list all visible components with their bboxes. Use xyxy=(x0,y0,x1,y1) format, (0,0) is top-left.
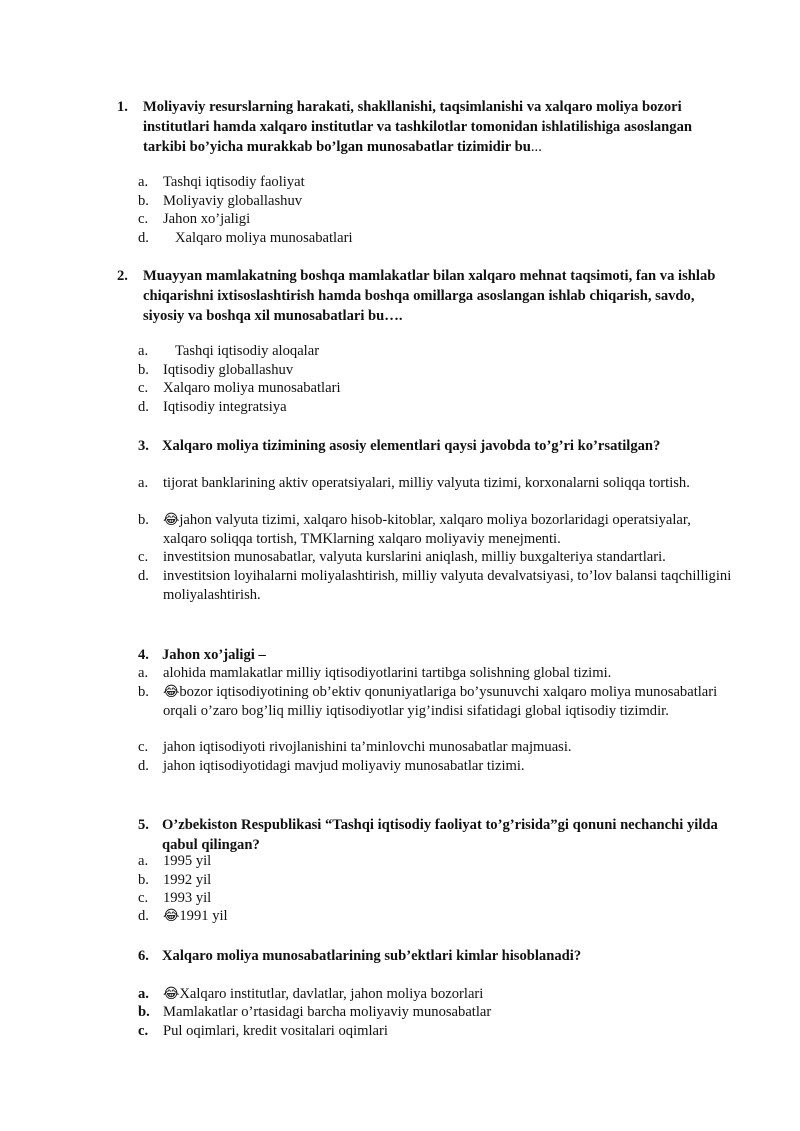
option-text: jahon iqtisodiyoti rivojlanishini ta’minlovchi munosabatlar majmuasi. xyxy=(163,739,572,755)
question-5 xyxy=(138,815,738,855)
option-text: 1993 yil xyxy=(163,890,212,906)
question-number: 1. xyxy=(117,99,128,115)
question-6 xyxy=(138,946,738,966)
option-text: tijorat banklarining aktiv operatsiyalari, milliy valyuta tizimi, korxonalarni soliqqa tortish. xyxy=(163,475,690,491)
question-text: Xalqaro moliya munosabatlarining sub’ektlari kimlar hisoblanadi? xyxy=(162,948,582,964)
option-2d[interactable] xyxy=(138,398,738,417)
option-text: Xalqaro institutlar, davlatlar, jahon moliya bozorlari xyxy=(179,986,484,1002)
option-4d[interactable] xyxy=(138,757,738,776)
option-1b[interactable] xyxy=(138,192,738,211)
option-2b[interactable] xyxy=(138,361,738,380)
option-letter: d. xyxy=(138,230,149,246)
option-letter: c. xyxy=(138,739,149,755)
question-3 xyxy=(138,436,738,456)
option-4b[interactable] xyxy=(138,683,738,720)
option-6c[interactable] xyxy=(138,1022,738,1041)
question-number: 5. xyxy=(138,817,149,833)
option-letter: a. xyxy=(138,475,149,491)
option-letter: a. xyxy=(138,853,149,869)
question-number: 4. xyxy=(138,647,149,663)
question-text: O’zbekiston Respublikasi “Tashqi iqtisodiy faoliyat to’g’risida”gi qonuni nechanchi yilda qabul qilingan? xyxy=(162,817,718,853)
question-number: 6. xyxy=(138,948,149,964)
option-letter: c. xyxy=(138,211,149,227)
option-3d[interactable] xyxy=(138,567,738,604)
option-text: jahon iqtisodiyotidagi mavjud moliyaviy munosabatlar tizimi. xyxy=(163,758,525,774)
option-letter: d. xyxy=(138,908,149,924)
option-text: jahon valyuta tizimi, xalqaro hisob-kitoblar, xalqaro moliya bozorlaridagi operatsiyalar, xalqaro soliqqa tortish, TMKlarning xalqaro moliyaviy menejmenti. xyxy=(163,512,691,547)
option-text: bozor iqtisodiyotining ob’ektiv qonuniyatlariga bo’ysunuvchi xalqaro moliya munosabatlari orqali o’zaro bog’liq milliy iqtisodiyotlar yig’indisi sifatidagi global iqtisodiy tizimdir. xyxy=(163,684,718,719)
option-text: Iqtisodiy integratsiya xyxy=(163,399,287,415)
option-letter: a. xyxy=(138,665,149,681)
option-text: Mamlakatlar o’rtasidagi barcha moliyaviy munosabatlar xyxy=(163,1004,492,1020)
question-text: Muayyan mamlakatning boshqa mamlakatlar bilan xalqaro mehnat taqsimoti, fan va ishlab chiqarishni ixtisoslashtirish hamda boshqa omillarga asoslangan ishlab chiqarish, savdo, siyosiy va boshqa xil munosabatlari bu…. xyxy=(143,268,716,324)
option-letter: a. xyxy=(138,343,149,359)
option-2a[interactable] xyxy=(138,342,738,361)
option-3a[interactable] xyxy=(138,474,738,493)
option-letter: c. xyxy=(138,380,149,396)
option-text: 1991 yil xyxy=(179,908,228,924)
option-letter: d. xyxy=(138,568,149,584)
option-letter: b. xyxy=(138,872,149,888)
option-5b[interactable] xyxy=(138,871,738,890)
option-letter: b. xyxy=(138,193,149,209)
option-letter: d. xyxy=(138,399,149,415)
question-suffix: ... xyxy=(530,139,542,155)
option-3c[interactable] xyxy=(138,548,738,567)
option-text: Pul oqimlari, kredit vositalari oqimlari xyxy=(163,1023,388,1039)
option-letter: c. xyxy=(138,1023,149,1039)
option-6a[interactable] xyxy=(138,985,738,1004)
option-text: Xalqaro moliya munosabatlari xyxy=(175,230,353,246)
option-text: Xalqaro moliya munosabatlari xyxy=(163,380,341,396)
option-letter: b. xyxy=(138,1004,150,1020)
question-text: Jahon xo’jaligi – xyxy=(162,647,266,663)
face-with-tears-of-joy-icon: 😂 xyxy=(163,986,180,1002)
question-4 xyxy=(138,645,738,665)
option-5d[interactable] xyxy=(138,907,738,926)
option-text: alohida mamlakatlar milliy iqtisodiyotlarini tartibga solishning global tizimi. xyxy=(163,665,612,681)
option-text: Jahon xo’jaligi xyxy=(163,211,251,227)
question-number: 2. xyxy=(117,268,128,284)
option-letter: b. xyxy=(138,512,149,528)
option-letter: a. xyxy=(138,174,149,190)
question-number: 3. xyxy=(138,438,149,454)
option-text: investitsion loyihalarni moliyalashtirish, milliy valyuta devalvatsiyasi, to’lov balansi taqchilligini moliyalashtirish. xyxy=(163,568,732,603)
option-letter: b. xyxy=(138,684,149,700)
option-text: Iqtisodiy globallashuv xyxy=(163,362,294,378)
option-4c[interactable] xyxy=(138,738,738,757)
option-1d[interactable] xyxy=(138,229,738,248)
option-1a[interactable] xyxy=(138,173,738,192)
question-text: Xalqaro moliya tizimining asosiy elementlari qaysi javobda to’g’ri ko’rsatilgan? xyxy=(162,438,661,454)
option-letter: b. xyxy=(138,362,149,378)
option-6b[interactable] xyxy=(138,1003,738,1022)
option-text: Tashqi iqtisodiy aloqalar xyxy=(175,343,320,359)
option-5c[interactable] xyxy=(138,889,738,908)
option-letter: a. xyxy=(138,986,149,1002)
face-with-tears-of-joy-icon: 😂 xyxy=(163,684,180,700)
face-with-tears-of-joy-icon: 😂 xyxy=(163,908,180,924)
option-text: investitsion munosabatlar, valyuta kurslarini aniqlash, milliy buxgalteriya standartlari. xyxy=(163,549,666,565)
option-4a[interactable] xyxy=(138,664,738,683)
option-3b[interactable] xyxy=(138,511,738,548)
option-text: 1992 yil xyxy=(163,872,212,888)
option-letter: c. xyxy=(138,549,149,565)
face-with-tears-of-joy-icon: 😂 xyxy=(163,512,180,528)
option-letter: c. xyxy=(138,890,149,906)
option-text: Moliyaviy globallashuv xyxy=(163,193,303,209)
option-text: 1995 yil xyxy=(163,853,212,869)
option-1c[interactable] xyxy=(138,210,738,229)
option-letter: d. xyxy=(138,758,149,774)
question-1 xyxy=(117,97,737,157)
option-2c[interactable] xyxy=(138,379,738,398)
question-text: Moliyaviy resurslarning harakati, shakllanishi, taqsimlanishi va xalqaro moliya bozori institutlari hamda xalqaro institutlar va tashkilotlar tomonidan ishlatilishiga asoslangan tarkibi bo’yicha murakkab bo’lgan munosabatlar tizimidir bu xyxy=(143,99,692,155)
option-5a[interactable] xyxy=(138,852,738,871)
question-2 xyxy=(117,266,737,326)
option-text: Tashqi iqtisodiy faoliyat xyxy=(163,174,305,190)
